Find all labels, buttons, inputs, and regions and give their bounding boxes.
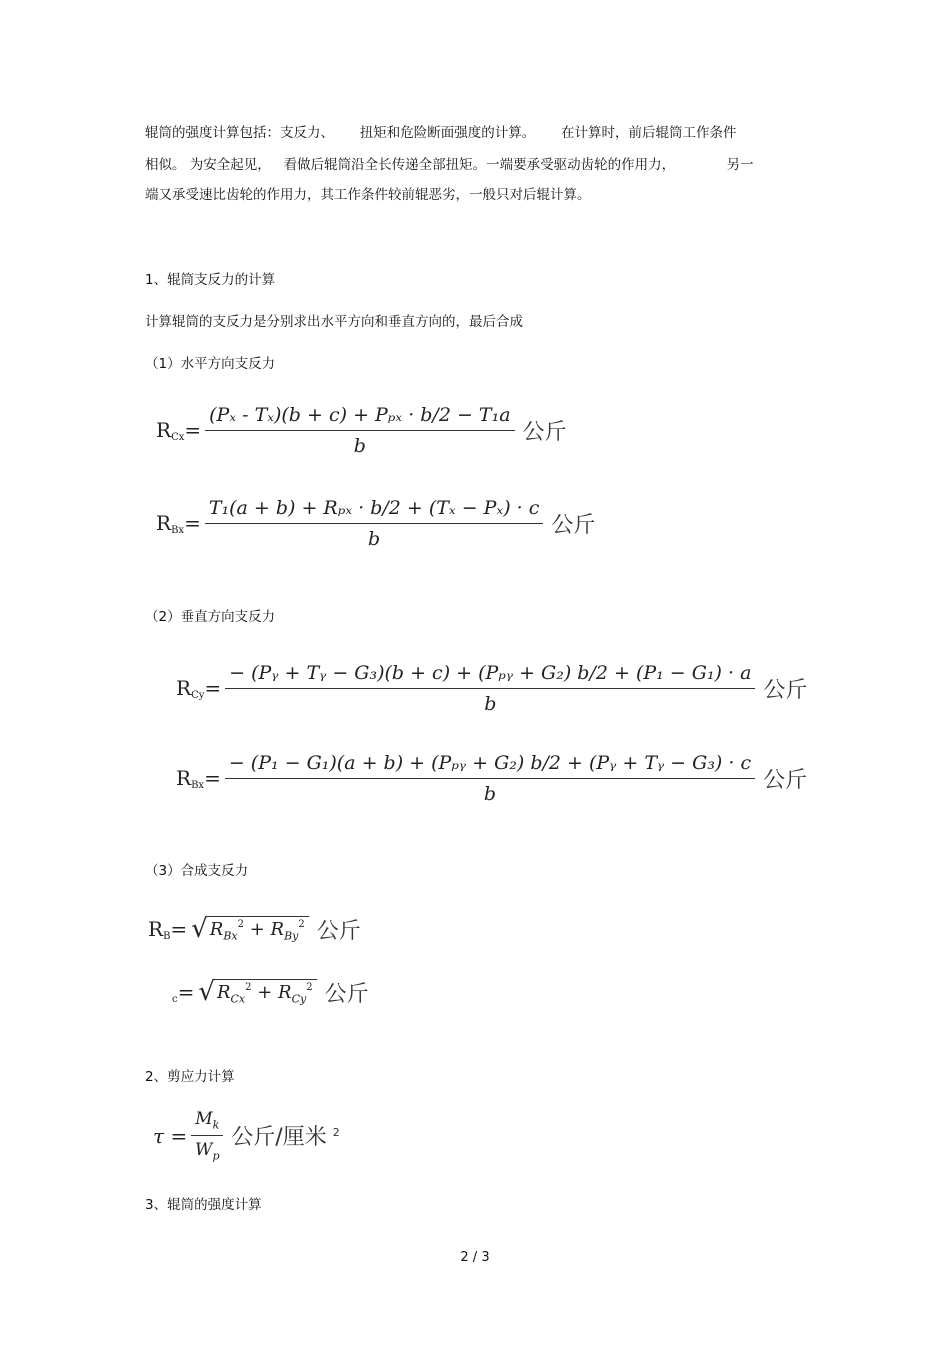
formula-tau (153, 1109, 340, 1163)
square-root (198, 979, 316, 1006)
denominator: b (368, 528, 381, 550)
equals-sign: = (184, 511, 201, 535)
section-3-title: 3、辊筒的强度计算 (145, 1197, 262, 1213)
square-root (191, 916, 309, 943)
subsection-resultant: （3）合成支反力 (145, 863, 249, 879)
fraction (205, 404, 514, 457)
equals-sign: = (204, 676, 222, 700)
equals-sign: = (184, 418, 202, 442)
exponent: 2 (298, 919, 305, 931)
section-2-title: 2、剪应力计算 (145, 1069, 235, 1085)
fraction (191, 1109, 223, 1163)
denominator (195, 1136, 220, 1162)
exponent: 2 (245, 982, 252, 994)
term2-sub: By (284, 929, 299, 943)
formula-rcx (156, 404, 567, 457)
plus-sign: + (251, 982, 279, 1004)
term2: R (278, 982, 292, 1004)
unit-label: 公斤 (324, 982, 369, 1007)
equals-sign: = (170, 917, 188, 941)
lhs-sub: Cy (191, 690, 205, 701)
subsection-horizontal: （1）水平方向支反力 (145, 356, 276, 372)
fraction (205, 497, 544, 550)
lhs-sub: B (163, 931, 171, 942)
formula-rcy (176, 662, 807, 715)
numerator: T₁(a + b) + Rₚₓ · b/2 + (Tₓ − Pₓ) · c (208, 497, 540, 519)
term1: R (216, 982, 231, 1004)
radicand (208, 916, 309, 943)
unit-text: 公斤/厘米 (231, 1125, 327, 1151)
intro-line-1: 辊筒的强度计算包括：支反力、 扭矩和危险断面强度的计算。 在计算时，前后辊筒工作条件 (145, 125, 737, 141)
subsection-vertical: （2）垂直方向支反力 (145, 609, 276, 625)
lhs-main: R (176, 676, 192, 700)
formula-rc (172, 977, 369, 1008)
unit-exponent: 2 (332, 1126, 340, 1140)
radical-sign: √ (198, 977, 215, 1008)
den-main: W (194, 1140, 213, 1161)
exponent: 2 (237, 919, 244, 931)
numerator (191, 1109, 223, 1135)
lhs-sub: c (172, 994, 178, 1005)
denominator: b (484, 693, 497, 715)
formula-rbx (156, 497, 595, 550)
num-sub: k (212, 1118, 220, 1132)
formula-rb (148, 914, 361, 945)
unit-label: 公斤 (763, 678, 808, 703)
unit-label (231, 1120, 339, 1151)
unit-label: 公斤 (522, 420, 567, 445)
term2: R (270, 919, 285, 941)
lhs-sub: Bx (191, 780, 205, 791)
unit-label: 公斤 (316, 919, 361, 944)
denominator: b (353, 435, 366, 457)
den-sub: p (212, 1149, 220, 1163)
lhs-sub: Bx (171, 525, 185, 536)
formula-rby (176, 752, 807, 805)
lhs-main: R (156, 511, 172, 535)
num-main: M (195, 1109, 213, 1129)
lhs-sub: Cx (171, 432, 185, 443)
plus-sign: + (244, 919, 271, 941)
numerator: (Pₓ - Tₓ)(b + c) + Pₚₓ · b/2 − T₁a (209, 404, 511, 426)
term1: R (209, 919, 224, 941)
term1-sub: Bx (223, 929, 238, 943)
unit-label: 公斤 (763, 768, 808, 793)
fraction (225, 662, 755, 715)
unit-label: 公斤 (551, 513, 596, 538)
lhs-main: R (156, 418, 172, 442)
intro-line-2: 相似。 为安全起见， 看做后辊筒沿全长传递全部扭矩。一端要承受驱动齿轮的作用力， 另一 (145, 157, 754, 173)
intro-line-3: 端又承受速比齿轮的作用力，其工作条件较前辊恶劣，一般只对后辊计算。 (145, 187, 591, 203)
term2-sub: Cy (291, 992, 307, 1006)
numerator: − (Pᵧ + Tᵧ − G₃)(b + c) + (Pₚᵧ + G₂) b/2 + (P₁ − G₁) · a (229, 662, 752, 684)
section-1-title: 1、辊筒支反力的计算 (145, 272, 276, 288)
radicand (215, 979, 317, 1006)
term1-sub: Cx (230, 992, 246, 1006)
lhs-main: R (176, 766, 192, 790)
exponent: 2 (306, 982, 313, 994)
equals-sign: = (204, 766, 221, 790)
lhs-main: τ (153, 1123, 165, 1148)
fraction (225, 752, 755, 805)
equals-sign: = (177, 980, 195, 1004)
page-number: 2 / 3 (460, 1250, 490, 1265)
radical-sign: √ (191, 914, 208, 945)
denominator: b (483, 783, 497, 805)
numerator: − (P₁ − G₁)(a + b) + (Pₚᵧ + G₂) b/2 + (Pᵧ + Tᵧ − G₃) · c (228, 752, 752, 774)
section-1-text: 计算辊筒的支反力是分别求出水平方向和垂直方向的，最后合成 (145, 314, 523, 330)
equals-sign: = (170, 1123, 188, 1148)
lhs-main: R (148, 917, 164, 941)
